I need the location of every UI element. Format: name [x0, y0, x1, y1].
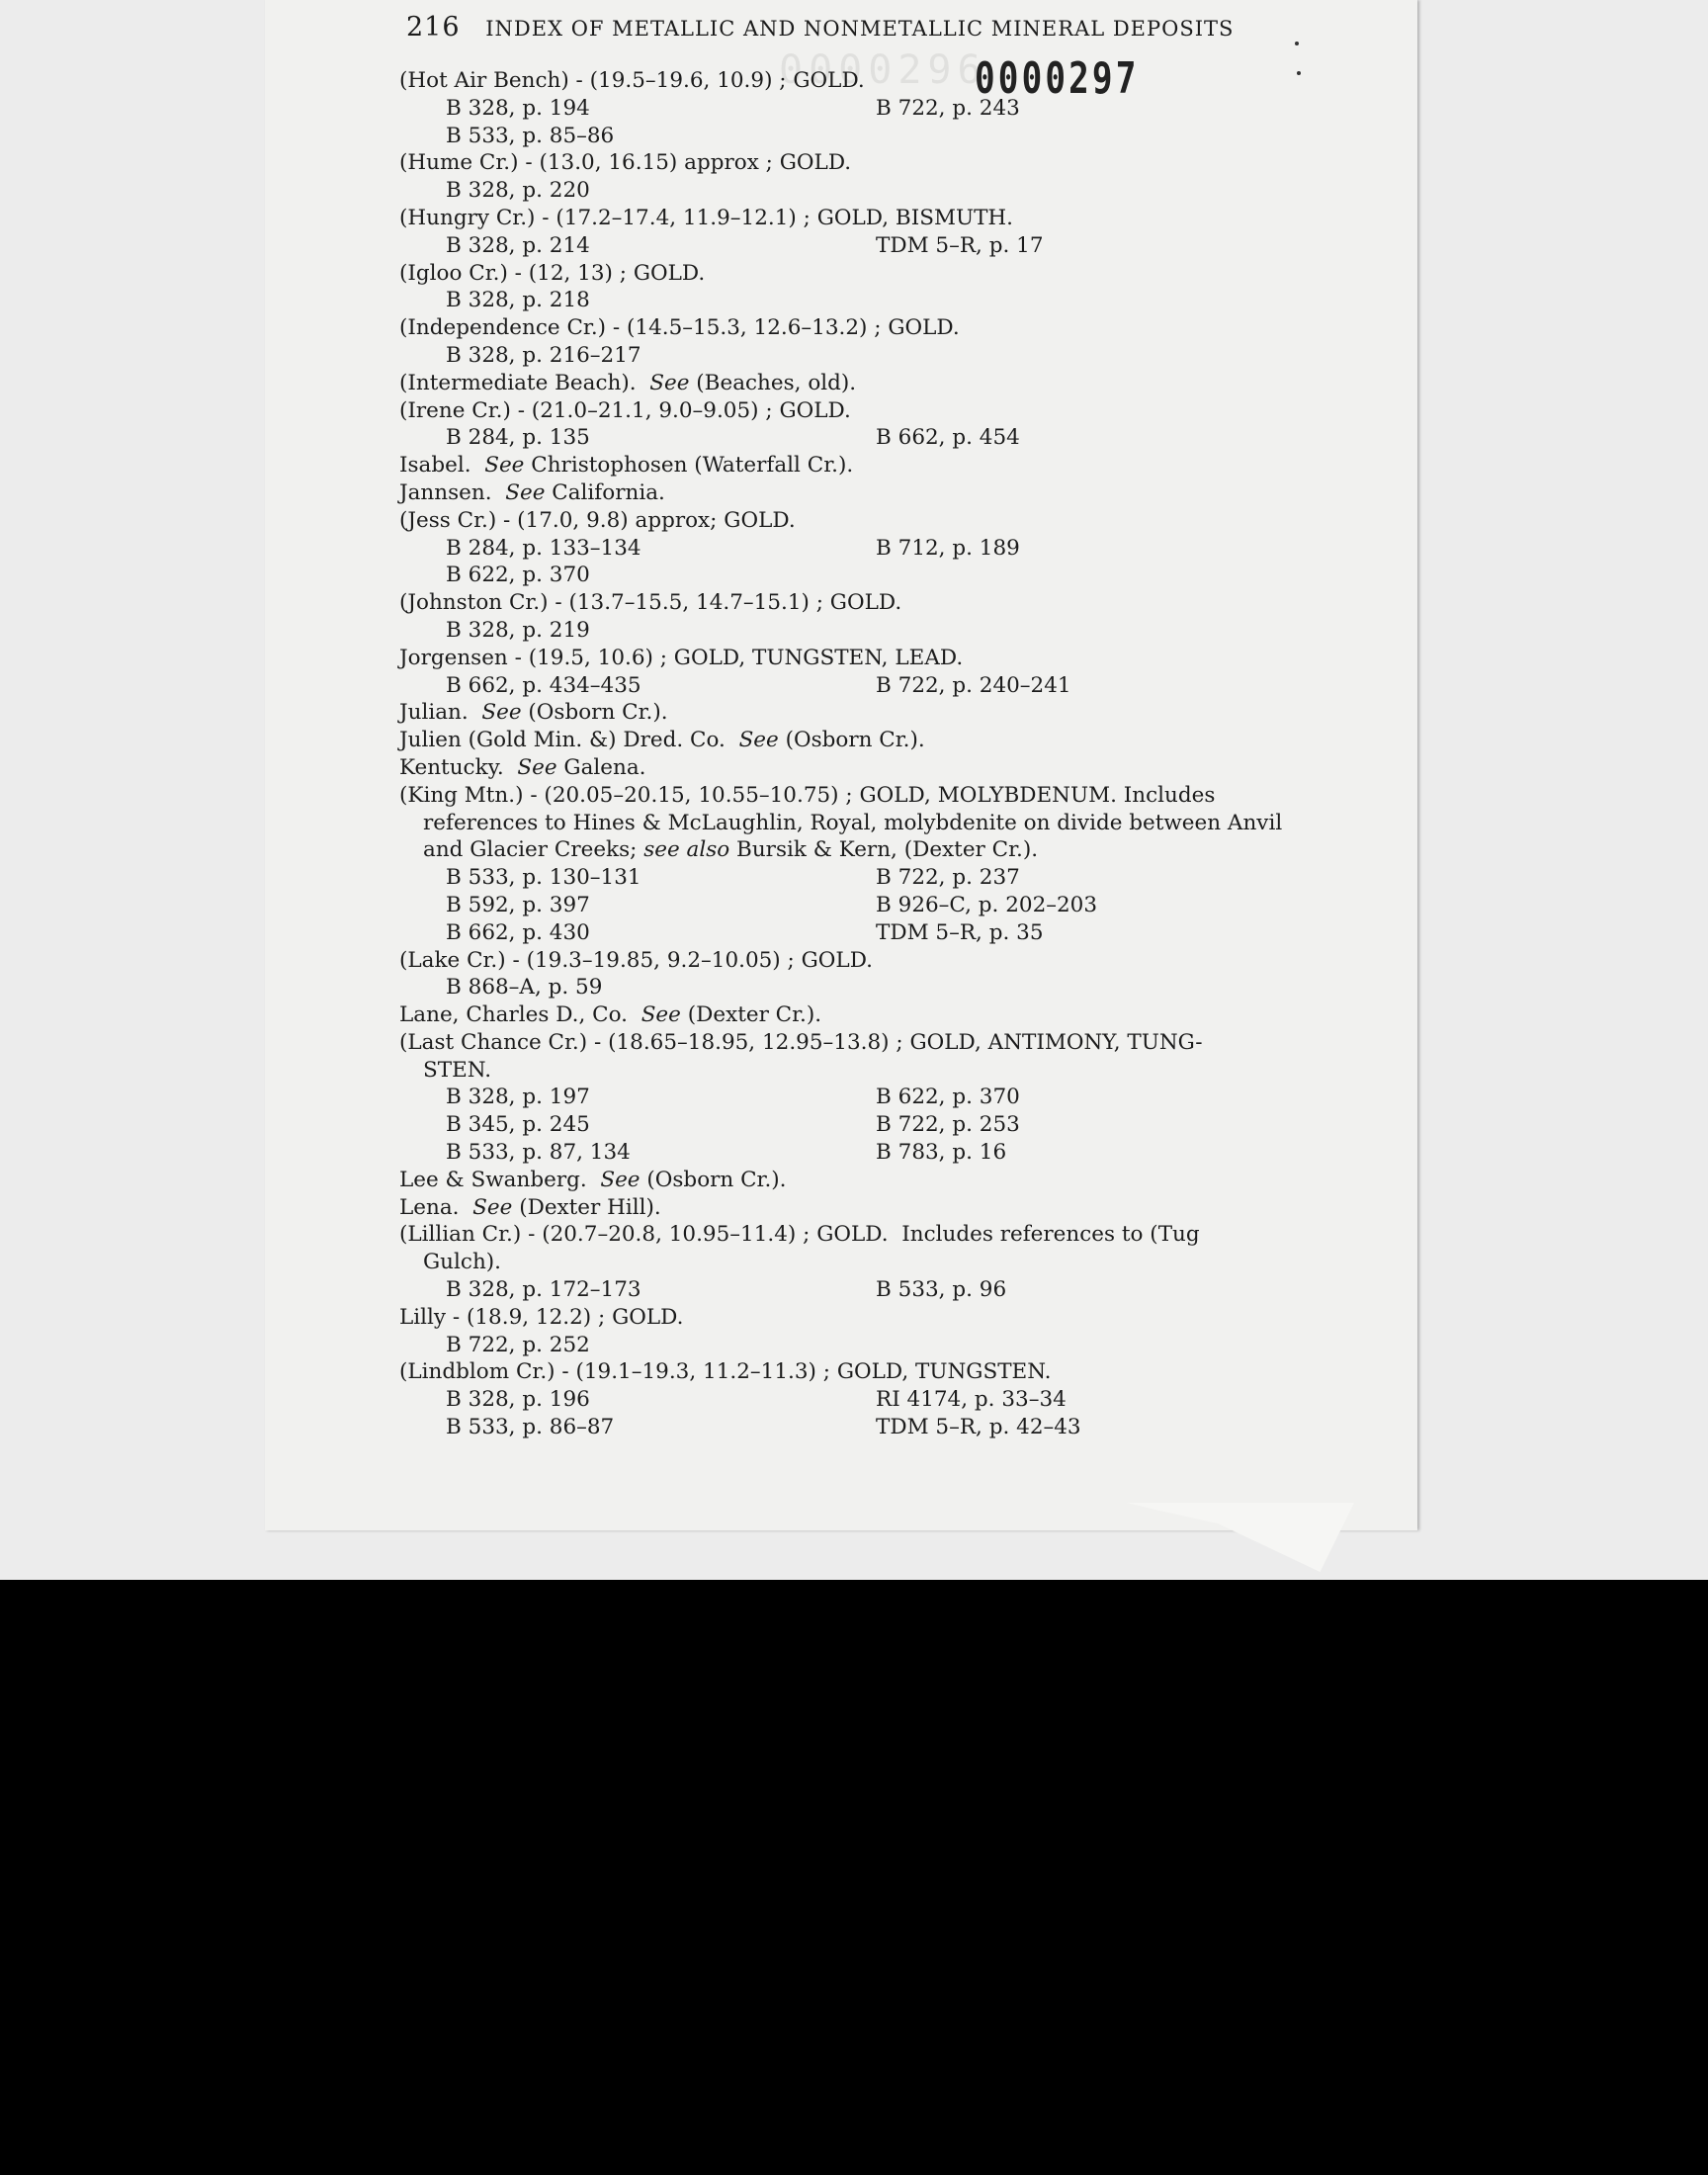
entry-heading: (Johnston Cr.) - (13.7–15.5, 14.7–15.1) ; GOLD.	[399, 590, 902, 616]
reference-left: B 328, p. 196	[446, 1387, 590, 1413]
see-reference: See	[738, 728, 779, 753]
index-entry	[399, 452, 1388, 479]
document-page	[265, 0, 1417, 1530]
reference-right: B 662, p. 454	[876, 425, 1020, 451]
entry-heading: Kentucky. See Galena.	[399, 754, 646, 780]
entry-heading: Lee & Swanberg. See (Osborn Cr.).	[399, 1167, 787, 1192]
entry-heading: (Lake Cr.) - (19.3–19.85, 9.2–10.05) ; GOLD.	[399, 947, 873, 973]
reference-left: B 284, p. 135	[446, 425, 590, 451]
entry-heading: (Jess Cr.) - (17.0, 9.8) approx; GOLD.	[399, 507, 796, 533]
index-entry	[399, 947, 1388, 1002]
reference-list	[399, 672, 1388, 700]
see-reference: See	[600, 1167, 640, 1192]
reference-row	[399, 177, 1388, 205]
page-header	[406, 12, 1378, 43]
reference-left: B 328, p. 197	[446, 1085, 590, 1110]
index-entry	[399, 727, 1388, 754]
see-reference: See	[505, 479, 546, 505]
see-reference: See	[481, 700, 522, 726]
entry-note: Gulch).	[423, 1250, 502, 1275]
reference-list	[399, 864, 1388, 946]
index-entry	[399, 149, 1388, 205]
reference-row	[399, 864, 1388, 892]
entry-heading: (Intermediate Beach). See (Beaches, old).	[399, 370, 857, 395]
reference-left: B 662, p. 434–435	[446, 672, 641, 698]
reference-right: B 533, p. 96	[876, 1277, 1007, 1303]
reference-left: B 533, p. 130–131	[446, 865, 641, 891]
reference-list	[399, 1386, 1388, 1441]
index-entry	[399, 1304, 1388, 1359]
entry-heading: Julian. See (Osborn Cr.).	[399, 700, 668, 726]
index-entry	[399, 1194, 1388, 1222]
entry-heading: (Hot Air Bench) - (19.5–19.6, 10.9) ; GOLD.	[399, 68, 865, 93]
entry-heading: (King Mtn.) - (20.05–20.15, 10.55–10.75) ; GOLD, MOLYBDENUM. Includes	[399, 782, 1216, 808]
reference-right: B 622, p. 370	[876, 1085, 1020, 1110]
entry-heading: (Last Chance Cr.) - (18.65–18.95, 12.95–13.8) ; GOLD, ANTIMONY, TUNG-	[399, 1029, 1203, 1055]
reference-left: B 328, p. 194	[446, 95, 590, 121]
reference-row	[399, 1276, 1388, 1304]
reference-left: B 328, p. 220	[446, 178, 590, 204]
entry-heading: (Igloo Cr.) - (12, 13) ; GOLD.	[399, 260, 706, 286]
index-entry	[399, 782, 1388, 947]
see-reference: See	[517, 754, 557, 780]
index-entry	[399, 589, 1388, 645]
reference-list	[399, 535, 1388, 590]
reference-row	[399, 424, 1388, 452]
reference-list	[399, 1084, 1388, 1166]
reference-list	[399, 617, 1388, 645]
reference-row	[399, 672, 1388, 700]
reference-right: TDM 5–R, p. 35	[876, 919, 1044, 945]
reference-list	[399, 95, 1388, 150]
reference-left: B 328, p. 172–173	[446, 1277, 641, 1303]
reference-row	[399, 919, 1388, 947]
see-reference: see also	[643, 837, 730, 863]
reference-list	[399, 342, 1388, 370]
entry-heading: (Hume Cr.) - (13.0, 16.15) approx ; GOLD.	[399, 150, 852, 176]
reference-list	[399, 287, 1388, 314]
reference-row	[399, 892, 1388, 919]
index-entry	[399, 1001, 1388, 1029]
reference-left: B 328, p. 216–217	[446, 342, 641, 368]
entry-note: and Glacier Creeks; see also Bursik & Kern, (Dexter Cr.).	[423, 837, 1039, 863]
index-entry	[399, 205, 1388, 260]
index-entry	[399, 397, 1388, 453]
reference-row	[399, 1084, 1388, 1111]
entry-heading: (Lillian Cr.) - (20.7–20.8, 10.95–11.4) ; GOLD. Includes references to (Tug	[399, 1222, 1200, 1248]
reference-list	[399, 177, 1388, 205]
index-entry	[399, 479, 1388, 507]
index-entry	[399, 1167, 1388, 1194]
reference-list	[399, 232, 1388, 260]
reference-left: B 328, p. 219	[446, 617, 590, 643]
index-entry	[399, 507, 1388, 589]
entry-heading: Julien (Gold Min. &) Dred. Co. See (Osborn Cr.).	[399, 728, 925, 753]
reference-left: B 328, p. 214	[446, 232, 590, 258]
reference-right: B 722, p. 243	[876, 95, 1020, 121]
reference-row	[399, 342, 1388, 370]
reference-row	[399, 1414, 1388, 1441]
reference-left: B 345, p. 245	[446, 1112, 590, 1138]
index-entry	[399, 67, 1388, 149]
index-entry	[399, 754, 1388, 782]
page-speck	[1295, 42, 1299, 45]
index-entry	[399, 1029, 1388, 1167]
see-reference: See	[472, 1194, 513, 1220]
reference-row	[399, 287, 1388, 314]
index-entry	[399, 645, 1388, 700]
reference-left: B 533, p. 85–86	[446, 123, 615, 148]
running-head: INDEX OF METALLIC AND NONMETALLIC MINERAL DEPOSITS	[485, 17, 1235, 41]
reference-row	[399, 535, 1388, 563]
entry-heading: Jorgensen - (19.5, 10.6) ; GOLD, TUNGSTEN, LEAD.	[399, 645, 964, 670]
reference-row	[399, 617, 1388, 645]
entry-note: STEN.	[423, 1057, 492, 1083]
entry-heading: (Irene Cr.) - (21.0–21.1, 9.0–9.05) ; GOLD.	[399, 397, 851, 423]
reference-list	[399, 1332, 1388, 1359]
reference-list	[399, 424, 1388, 452]
reference-left: B 284, p. 133–134	[446, 535, 641, 561]
entry-note: references to Hines & McLaughlin, Royal, molybdenite on divide between Anvil	[423, 810, 1283, 835]
bleed-through-stamp: 0000296	[779, 47, 987, 93]
reference-right: B 926–C, p. 202–203	[876, 892, 1098, 917]
reference-right: B 722, p. 237	[876, 865, 1020, 891]
reference-left: B 722, p. 252	[446, 1332, 590, 1357]
reference-left: B 868–A, p. 59	[446, 975, 603, 1000]
reference-row	[399, 1139, 1388, 1167]
reference-list	[399, 1276, 1388, 1304]
index-entry	[399, 699, 1388, 727]
reference-list	[399, 974, 1388, 1001]
reference-right: TDM 5–R, p. 42–43	[876, 1415, 1081, 1440]
entry-heading: Lane, Charles D., Co. See (Dexter Cr.).	[399, 1002, 822, 1028]
reference-left: B 622, p. 370	[446, 563, 590, 588]
reference-row	[399, 1332, 1388, 1359]
entry-heading: (Lindblom Cr.) - (19.1–19.3, 11.2–11.3) ; GOLD, TUNGSTEN.	[399, 1359, 1052, 1385]
reference-left: B 533, p. 86–87	[446, 1415, 615, 1440]
reference-right: B 722, p. 240–241	[876, 672, 1071, 698]
see-reference: See	[484, 453, 525, 478]
index-entry	[399, 1358, 1388, 1440]
reference-row	[399, 1111, 1388, 1139]
reference-row	[399, 232, 1388, 260]
reference-row	[399, 562, 1388, 589]
reference-row	[399, 1386, 1388, 1414]
reference-left: B 662, p. 430	[446, 919, 590, 945]
index-entries	[399, 67, 1388, 1441]
reference-right: TDM 5–R, p. 17	[876, 232, 1044, 258]
entry-heading: (Independence Cr.) - (14.5–15.3, 12.6–13.2) ; GOLD.	[399, 315, 960, 341]
reference-right: B 783, p. 16	[876, 1140, 1007, 1166]
reference-right: B 722, p. 253	[876, 1112, 1020, 1138]
index-entry	[399, 370, 1388, 397]
entry-heading: (Hungry Cr.) - (17.2–17.4, 11.9–12.1) ; GOLD, BISMUTH.	[399, 205, 1014, 230]
page-number: 216	[406, 12, 461, 43]
reference-left: B 592, p. 397	[446, 892, 590, 917]
see-reference: See	[649, 370, 690, 395]
document-stamp-number: 0000297	[975, 53, 1140, 104]
index-entry	[399, 314, 1388, 370]
reference-row	[399, 123, 1388, 150]
entry-heading: Lena. See (Dexter Hill).	[399, 1194, 661, 1220]
reference-right: RI 4174, p. 33–34	[876, 1387, 1067, 1413]
reference-left: B 533, p. 87, 134	[446, 1140, 631, 1166]
reference-row	[399, 95, 1388, 123]
index-entry	[399, 260, 1388, 315]
reference-right: B 712, p. 189	[876, 535, 1020, 561]
reference-left: B 328, p. 218	[446, 288, 590, 313]
index-entry	[399, 1221, 1388, 1303]
see-reference: See	[640, 1002, 681, 1028]
entry-heading: Jannsen. See California.	[399, 479, 665, 505]
entry-heading: Lilly - (18.9, 12.2) ; GOLD.	[399, 1304, 684, 1330]
reference-row	[399, 974, 1388, 1001]
entry-heading: Isabel. See Christophosen (Waterfall Cr.).	[399, 453, 854, 478]
